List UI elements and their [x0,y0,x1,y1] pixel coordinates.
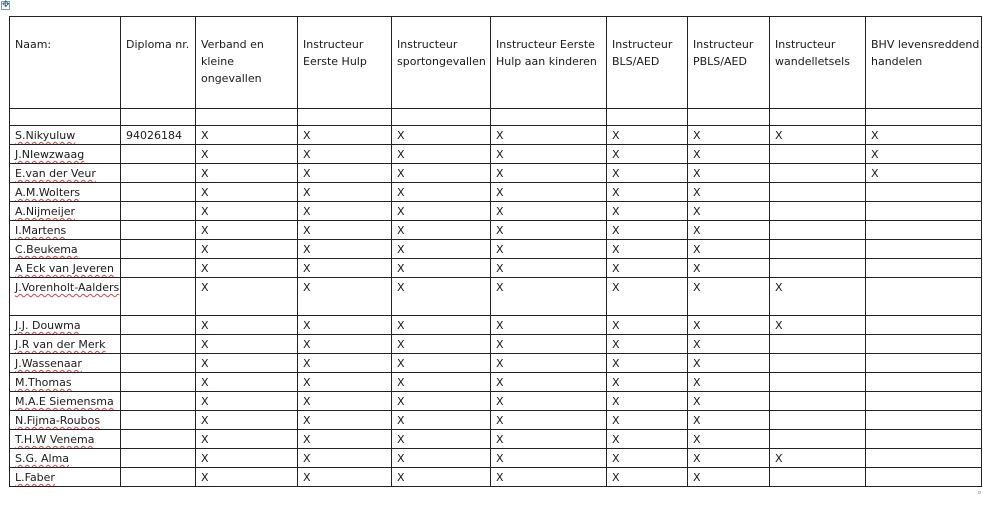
mark-cell-bls-aed: X [607,316,688,335]
name-cell [10,316,121,335]
mark-cell-bls-aed: X [607,373,688,392]
mark-cell-bls-aed: X [607,164,688,183]
person-name: A.M.Wolters [15,186,81,199]
mark-cell-sportongevallen: X [392,278,491,316]
mark-cell-kinderen: X [491,411,607,430]
mark-cell-eerste-hulp: X [298,221,392,240]
mark-cell-eerste-hulp: X [298,335,392,354]
mark-cell-eerste-hulp: X [298,145,392,164]
table-row [10,259,982,278]
mark-cell-verband: X [196,221,298,240]
diploma-cell [121,202,196,221]
mark-cell-pbls-aed: X [688,411,770,430]
mark-cell-sportongevallen: X [392,468,491,487]
spacer-cell [688,109,770,126]
mark-cell-pbls-aed: X [688,164,770,183]
mark-cell-wandelletsels [770,202,866,221]
mark-cell-wandelletsels [770,221,866,240]
name-cell [10,392,121,411]
mark-cell-kinderen: X [491,335,607,354]
mark-cell-eerste-hulp: X [298,164,392,183]
mark-cell-bls-aed: X [607,449,688,468]
mark-cell-eerste-hulp: X [298,373,392,392]
diploma-cell [121,335,196,354]
table-row [10,183,982,202]
name-cell [10,354,121,373]
mark-cell-sportongevallen: X [392,316,491,335]
mark-cell-bls-aed: X [607,259,688,278]
header-eerste-hulp: Instructeur Eerste Hulp [298,17,392,109]
mark-cell-pbls-aed: X [688,392,770,411]
diploma-cell [121,468,196,487]
mark-cell-wandelletsels: X [770,316,866,335]
mark-cell-verband: X [196,411,298,430]
name-cell [10,411,121,430]
mark-cell-bhv [866,373,982,392]
diploma-cell: 94026184 [121,126,196,145]
mark-cell-sportongevallen: X [392,411,491,430]
person-name: J.Wassenaar [15,357,82,370]
mark-cell-eerste-hulp: X [298,392,392,411]
table-row [10,468,982,487]
header-kinderen: Instructeur Eerste Hulp aan kinderen [491,17,607,109]
table-row [10,221,982,240]
mark-cell-pbls-aed: X [688,259,770,278]
mark-cell-pbls-aed: X [688,449,770,468]
mark-cell-sportongevallen: X [392,373,491,392]
mark-cell-verband: X [196,126,298,145]
diploma-cell [121,240,196,259]
mark-cell-eerste-hulp: X [298,449,392,468]
header-verband: Verband en kleine ongevallen [196,17,298,109]
mark-cell-bls-aed: X [607,145,688,164]
mark-cell-bls-aed: X [607,278,688,316]
mark-cell-kinderen: X [491,430,607,449]
person-name: L.Faber [15,471,55,484]
mark-cell-eerste-hulp: X [298,411,392,430]
mark-cell-pbls-aed: X [688,335,770,354]
mark-cell-kinderen: X [491,259,607,278]
header-bls-aed: Instructeur BLS/AED [607,17,688,109]
mark-cell-verband: X [196,278,298,316]
mark-cell-verband: X [196,335,298,354]
person-name: M.Thomas [15,376,72,389]
mark-cell-bls-aed: X [607,392,688,411]
name-cell [10,278,121,316]
mark-cell-wandelletsels [770,183,866,202]
mark-cell-bhv: X [866,126,982,145]
table-body [10,109,982,487]
person-name: J.Vorenholt-Aalders [15,281,120,294]
header-bhv: BHV levensreddend handelen [866,17,982,109]
mark-cell-wandelletsels: X [770,126,866,145]
mark-cell-bls-aed: X [607,202,688,221]
diploma-cell [121,316,196,335]
diploma-cell [121,430,196,449]
table-row [10,354,982,373]
mark-cell-bhv [866,392,982,411]
diploma-cell [121,354,196,373]
mark-cell-wandelletsels [770,240,866,259]
spacer-cell [866,109,982,126]
mark-cell-pbls-aed: X [688,430,770,449]
mark-cell-pbls-aed: X [688,240,770,259]
table-row [10,126,982,145]
diploma-cell [121,164,196,183]
mark-cell-pbls-aed: X [688,278,770,316]
mark-cell-bls-aed: X [607,411,688,430]
mark-cell-sportongevallen: X [392,164,491,183]
mark-cell-bhv [866,202,982,221]
spacer-row [10,109,982,126]
mark-cell-eerste-hulp: X [298,240,392,259]
table-row [10,316,982,335]
header-diploma: Diploma nr. [121,17,196,109]
mark-cell-wandelletsels [770,411,866,430]
mark-cell-eerste-hulp: X [298,126,392,145]
mark-cell-kinderen: X [491,183,607,202]
spacer-cell [298,109,392,126]
mark-cell-kinderen: X [491,145,607,164]
mark-cell-eerste-hulp: X [298,430,392,449]
mark-cell-kinderen: X [491,449,607,468]
mark-cell-eerste-hulp: X [298,278,392,316]
mark-cell-bls-aed: X [607,335,688,354]
table-resize-handle[interactable] [978,491,981,494]
mark-cell-kinderen: X [491,126,607,145]
table-row [10,202,982,221]
spacer-cell [10,109,121,126]
mark-cell-bhv [866,411,982,430]
mark-cell-sportongevallen: X [392,392,491,411]
mark-cell-pbls-aed: X [688,126,770,145]
mark-cell-pbls-aed: X [688,373,770,392]
mark-cell-sportongevallen: X [392,145,491,164]
diploma-cell [121,411,196,430]
diploma-cell [121,278,196,316]
certification-table [9,16,982,487]
mark-cell-bls-aed: X [607,430,688,449]
table-row [10,449,982,468]
diploma-cell [121,183,196,202]
table-row [10,373,982,392]
table-row [10,430,982,449]
spacer-cell [770,109,866,126]
mark-cell-wandelletsels: X [770,278,866,316]
mark-cell-sportongevallen: X [392,202,491,221]
mark-cell-verband: X [196,183,298,202]
mark-cell-wandelletsels [770,392,866,411]
mark-cell-bhv [866,240,982,259]
table-row [10,240,982,259]
mark-cell-wandelletsels [770,373,866,392]
name-cell [10,430,121,449]
mark-cell-kinderen: X [491,373,607,392]
header-wandelletsels: Instructeur wandelletsels [770,17,866,109]
table-row [10,145,982,164]
mark-cell-wandelletsels [770,164,866,183]
diploma-cell [121,145,196,164]
name-cell [10,221,121,240]
name-cell [10,164,121,183]
name-cell [10,259,121,278]
header-row [10,17,982,109]
mark-cell-sportongevallen: X [392,335,491,354]
mark-cell-bhv [866,221,982,240]
mark-cell-verband: X [196,145,298,164]
mark-cell-eerste-hulp: X [298,316,392,335]
mark-cell-kinderen: X [491,392,607,411]
person-name: N.Fijma-Roubos [15,414,101,427]
mark-cell-wandelletsels: X [770,449,866,468]
person-name: A Eck van Jeveren [15,262,114,275]
spacer-cell [491,109,607,126]
mark-cell-kinderen: X [491,468,607,487]
mark-cell-eerste-hulp: X [298,183,392,202]
mark-cell-verband: X [196,430,298,449]
mark-cell-wandelletsels [770,259,866,278]
mark-cell-bls-aed: X [607,221,688,240]
mark-cell-bhv [866,468,982,487]
mark-cell-wandelletsels [770,145,866,164]
person-name: T.H.W Venema [15,433,95,446]
mark-cell-bhv [866,316,982,335]
name-cell [10,202,121,221]
mark-cell-verband: X [196,202,298,221]
table-row [10,335,982,354]
mark-cell-verband: X [196,164,298,183]
mark-cell-sportongevallen: X [392,259,491,278]
table-row [10,278,982,316]
diploma-cell [121,221,196,240]
mark-cell-verband: X [196,316,298,335]
diploma-cell [121,373,196,392]
person-name: M.A.E Siemensma [15,395,114,408]
diploma-cell [121,259,196,278]
mark-cell-kinderen: X [491,221,607,240]
mark-cell-kinderen: X [491,240,607,259]
mark-cell-eerste-hulp: X [298,354,392,373]
table-row [10,392,982,411]
mark-cell-bhv [866,354,982,373]
name-cell [10,183,121,202]
spacer-cell [607,109,688,126]
spacer-cell [196,109,298,126]
spacer-cell [121,109,196,126]
table-move-handle-icon[interactable]: ✥ [2,0,10,10]
name-cell [10,373,121,392]
spacer-cell [392,109,491,126]
person-name: J.NIewzwaag [15,148,85,161]
person-name: S.G. Alma [15,452,70,465]
mark-cell-bhv [866,183,982,202]
mark-cell-kinderen: X [491,202,607,221]
mark-cell-sportongevallen: X [392,183,491,202]
header-sportongevallen: Instructeur sportongevallen [392,17,491,109]
mark-cell-kinderen: X [491,354,607,373]
mark-cell-bhv [866,449,982,468]
name-cell [10,145,121,164]
name-cell [10,335,121,354]
table-row [10,164,982,183]
person-name: E.van der Veur [15,167,96,180]
mark-cell-eerste-hulp: X [298,202,392,221]
diploma-cell [121,449,196,468]
mark-cell-eerste-hulp: X [298,468,392,487]
mark-cell-eerste-hulp: X [298,259,392,278]
table-row [10,411,982,430]
header-name: Naam: [10,17,121,109]
name-cell [10,240,121,259]
mark-cell-verband: X [196,392,298,411]
mark-cell-bhv: X [866,145,982,164]
person-name: I.Martens [15,224,67,237]
person-name: J.J. Douwma [15,319,81,332]
person-name: S.Nikyuluw [15,129,76,142]
mark-cell-kinderen: X [491,278,607,316]
mark-cell-wandelletsels [770,468,866,487]
mark-cell-bls-aed: X [607,354,688,373]
mark-cell-kinderen: X [491,316,607,335]
mark-cell-wandelletsels [770,354,866,373]
mark-cell-sportongevallen: X [392,221,491,240]
mark-cell-verband: X [196,259,298,278]
mark-cell-sportongevallen: X [392,240,491,259]
person-name: A.Nijmeijer [15,205,76,218]
mark-cell-sportongevallen: X [392,354,491,373]
mark-cell-sportongevallen: X [392,449,491,468]
name-cell [10,126,121,145]
mark-cell-verband: X [196,373,298,392]
mark-cell-pbls-aed: X [688,316,770,335]
mark-cell-verband: X [196,449,298,468]
mark-cell-verband: X [196,240,298,259]
person-name: C.Beukema [15,243,78,256]
mark-cell-bhv [866,278,982,316]
header-pbls-aed: Instructeur PBLS/AED [688,17,770,109]
person-name: J.R van der Merk [15,338,106,351]
mark-cell-bls-aed: X [607,240,688,259]
mark-cell-pbls-aed: X [688,221,770,240]
name-cell [10,449,121,468]
mark-cell-bhv: X [866,164,982,183]
diploma-cell [121,392,196,411]
mark-cell-bhv [866,259,982,278]
mark-cell-wandelletsels [770,335,866,354]
mark-cell-bhv [866,430,982,449]
mark-cell-wandelletsels [770,430,866,449]
mark-cell-pbls-aed: X [688,183,770,202]
mark-cell-bls-aed: X [607,183,688,202]
mark-cell-pbls-aed: X [688,354,770,373]
mark-cell-sportongevallen: X [392,430,491,449]
mark-cell-kinderen: X [491,164,607,183]
name-cell [10,468,121,487]
mark-cell-verband: X [196,468,298,487]
mark-cell-pbls-aed: X [688,145,770,164]
mark-cell-pbls-aed: X [688,468,770,487]
mark-cell-bls-aed: X [607,468,688,487]
mark-cell-pbls-aed: X [688,202,770,221]
mark-cell-verband: X [196,354,298,373]
mark-cell-bls-aed: X [607,126,688,145]
mark-cell-bhv [866,335,982,354]
mark-cell-sportongevallen: X [392,126,491,145]
